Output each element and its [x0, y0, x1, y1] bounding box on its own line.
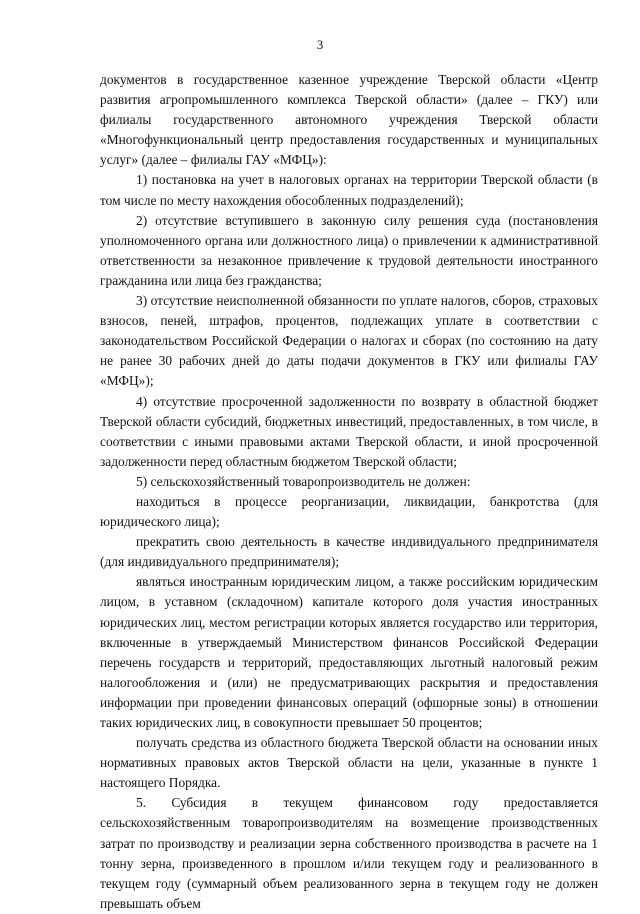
paragraph-section-5: 5. Субсидия в текущем финансовом году предоставляется сельскохозяйственным товаропроизводителям на возмещение производственных затрат по производству и реализации зерна собственного производства в расчете на 1 тонну зерна, произведенного в прошлом и/или текущем году и реализованного в текущем году (суммарный объем реализованного зерна в текущем году не должен превышать объем — [100, 795, 598, 911]
document-body — [100, 70, 598, 914]
paragraph-foreign-entity: являться иностранным юридическим лицом, а также российским юридическим лицом, в уставном (складочном) капитале которого доля участия иностранных юридических лиц, местом регистрации которых является государство или территория, включенные в утверждаемый Министерством финансов Российской Федерации перечень государств и территорий, предоставляющих льготный налоговый режим налогообложения и (или) не предусматривающих раскрытия и предоставления информации при проведении финансовых операций (офшорные зоны) в отношении таких юридических лиц, в совокупности превышает 50 процентов; — [100, 574, 598, 730]
paragraph-terminate-activity: прекратить свою деятельность в качестве индивидуального предпринимателя (для индивидуального предпринимателя); — [100, 534, 598, 570]
paragraph-item-4: 4) отсутствие просроченной задолженности по возврату в областной бюджет Тверской области субсидий, бюджетных инвестиций, предоставленных, в том числе, в соответствии с иными правовыми актами Тверской области, и иной просроченной задолженности перед областным бюджетом Тверской области; — [100, 393, 598, 469]
paragraph-reorganization: находиться в процессе реорганизации, ликвидации, банкротства (для юридического лица); — [100, 493, 598, 530]
paragraph-intro: документов в государственное казенное учреждение Тверской области «Центр развития агропромышленного комплекса Тверской области» (далее – ГКУ) или филиалы государственного автономного учреждения Тверской области «Многофункциональный центр предоставления государственных и муниципальных услуг» (далее – филиалы ГАУ «МФЦ»): — [100, 72, 598, 168]
page-number: 3 — [316, 37, 324, 52]
paragraph-item-2: 2) отсутствие вступившего в законную силу решения суда (постановления уполномоченного органа или должностного лица) о привлечении к административной ответственности за незаконное привлечение к трудовой деятельности иностранного гражданина или лица без гражданства; — [100, 212, 598, 288]
paragraph-item-1: 1) постановка на учет в налоговых органах на территории Тверской области (в том числе по месту нахождения обособленных подразделений); — [100, 172, 598, 208]
paragraph-item-5: 5) сельскохозяйственный товаропроизводитель не должен: — [136, 473, 471, 489]
paragraph-item-3: 3) отсутствие неисполненной обязанности по уплате налогов, сборов, страховых взносов, пеней, штрафов, процентов, подлежащих уплате в соответствии с законодательством Российской Федерации о налогах и сборах (по состоянию на дату не ранее 30 рабочих дней до даты подачи документов в ГКУ или филиалы ГАУ «МФЦ»); — [100, 293, 598, 389]
paragraph-other-funds: получать средства из областного бюджета Тверской области на основании иных нормативных правовых актов Тверской области на цели, указанные в пункте 1 настоящего Порядка. — [100, 735, 598, 791]
